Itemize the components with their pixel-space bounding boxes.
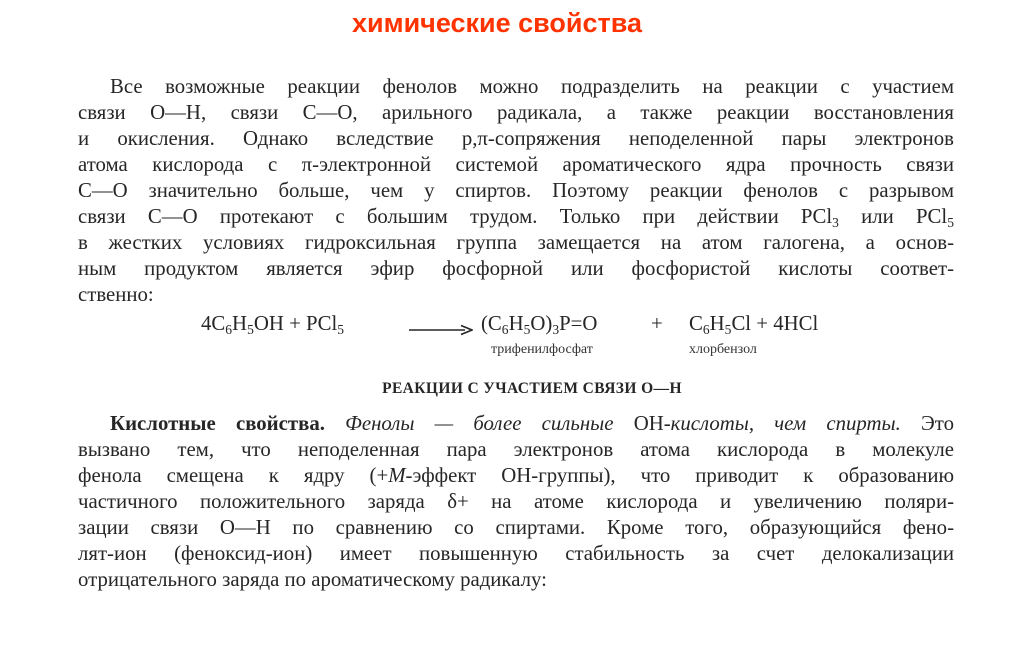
formula-part: P=O [559, 312, 598, 335]
text-line: ным продуктом является эфир фосфорной или фосфористой кислоты соответ- [78, 257, 954, 280]
subscript: 6 [225, 321, 233, 337]
subscript: 3 [552, 321, 560, 337]
text-fragment: или PCl [838, 205, 948, 228]
section-heading-text: РЕАКЦИИ С УЧАСТИЕМ СВЯЗИ О—Н [382, 380, 682, 397]
slide-title-text: химические свойства [351, 8, 642, 38]
caption-chlorobenzene: хлорбензол [689, 342, 757, 357]
paragraph-reactions-overview [78, 74, 954, 308]
equation-product-chlorobenzene [689, 312, 818, 336]
subscript: 3 [832, 214, 839, 230]
formula-part: (C [481, 312, 502, 335]
equation-plus: + [651, 312, 663, 335]
subscript: 5 [947, 214, 954, 230]
slide-title [0, 8, 1024, 39]
lead-term: Кислотные свойства. [110, 412, 325, 435]
subscript: 5 [724, 321, 732, 337]
formula-part: Cl + 4HCl [731, 312, 819, 335]
subscript: 6 [702, 321, 710, 337]
text-line: атома кислорода с π-электронной системой ароматического ядра прочность связи [78, 153, 954, 176]
text-line: частичного положительного заряда δ+ на атоме кислорода и увеличению поляри- [78, 490, 954, 513]
subscript: 6 [501, 321, 509, 337]
equation-product-triphenylphosphate [481, 312, 597, 336]
subscript: 5 [337, 321, 344, 337]
section-heading [0, 380, 1024, 398]
text-fragment: фенола смещена к ядру (+ [78, 464, 389, 487]
text-line: лят-ион (феноксид-ион) имеет повышенную стабильность за счет делокализации [78, 542, 954, 565]
text-line [78, 411, 954, 437]
formula-part: H [709, 312, 725, 335]
text-line: связи О—Н, связи С—О, арильного радикала, а также реакции восстановления [78, 101, 954, 124]
text-line [78, 204, 954, 230]
text-fragment: связи С—О протекают с большим трудом. Только при действии PCl [78, 205, 833, 228]
text-line [78, 463, 954, 489]
text-line: Все возможные реакции фенолов можно подразделить на реакции с участием [110, 75, 954, 98]
text-line: зации связи О—Н по сравнению со спиртами. Кроме того, образующийся фено- [78, 516, 954, 539]
text-line: С—О значительно больше, чем у спиртов. Поэтому реакции фенолов с разрывом [78, 179, 954, 202]
text-line: и окисления. Однако вследствие р,π-сопряжения неподеленной пары электронов [78, 127, 954, 150]
text-line: ственно: [78, 283, 154, 306]
reaction-equation [0, 312, 1024, 362]
formula-part: H [232, 312, 248, 335]
caption-triphenylphosphate: трифенилфосфат [491, 342, 593, 357]
formula-part: O) [530, 312, 553, 335]
text-fragment: ОН [633, 412, 664, 435]
text-fragment: Это [900, 412, 954, 435]
text-fragment: Фенолы — более сильные [324, 412, 634, 435]
subscript: 5 [523, 321, 531, 337]
equation-reactants [201, 312, 344, 336]
formula-part: C [689, 312, 703, 335]
text-line: вызвано тем, что неподеленная пара электронов атома кислорода в молекуле [78, 438, 954, 461]
text-line: в жестких условиях гидроксильная группа замещается на атом галогена, а основ- [78, 231, 954, 254]
formula-part: 4C [201, 312, 226, 335]
formula-part: OH + PCl [253, 312, 338, 335]
formula-part: H [508, 312, 524, 335]
paragraph-acidic-properties [78, 411, 954, 593]
text-line: отрицательного заряда по ароматическому радикалу: [78, 568, 547, 591]
text-fragment: -эффект ОН-группы), что приводит к образованию [405, 464, 954, 487]
text-fragment: М [388, 464, 406, 487]
subscript: 5 [247, 321, 254, 337]
reaction-arrow-icon [409, 324, 473, 336]
text-fragment: -кислоты, чем спирты. [663, 412, 901, 435]
